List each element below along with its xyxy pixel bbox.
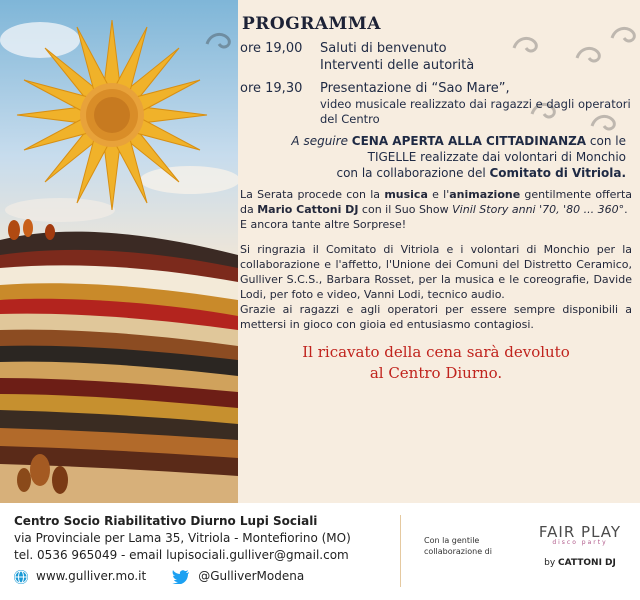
fair-play-wordmark: FAIR PLAY [538,523,622,541]
dinner-title: CENA APERTA ALLA CITTADINANZA [351,134,587,148]
collab-line-2: collaborazione di [424,547,492,556]
collab-line-1: Con la gentile [424,536,480,545]
program-detail: video musicale realizzato dai ragazzi e dagli operatori del Centro [320,97,631,126]
dinner-line-1 [240,133,626,149]
dinner-collab-text: con la collaborazione del [336,166,490,180]
closing-line-2: al Centro Diurno. [369,364,503,382]
center-contact: tel. 0536 965049 - email lupisociali.gulliver@gmail.com [14,548,349,562]
sun-landscape-artwork [0,0,238,503]
website-link[interactable]: www.gulliver.mo.it [36,569,147,583]
artwork-svg [0,0,238,503]
twitter-icon [172,570,190,584]
dinner-line-2: TIGELLE realizzate dai volontari di Monchio [367,150,626,164]
program-text [240,14,632,384]
program-item-1900 [240,40,632,74]
para-bold: Mario Cattoni DJ [257,203,359,216]
para-text: E ancora tante altre Sorprese! [240,218,407,231]
globe-icon [14,570,28,584]
program-line: Presentazione di “Sao Mare”, [320,81,510,96]
para-text: gentilmente offerta da [240,188,633,216]
gratitude-paragraph: Grazie ai ragazzi e agli operatori per essere sempre disponibili a mettersi in gioco con gioia ed entusiasmo contagiosi. [240,303,632,331]
closing-line-1: Il ricavato della cena sarà devoluto [302,343,570,361]
sponsor-by: by [544,558,556,568]
para-bold: musica [384,188,428,201]
seguire-prefix: A seguire [291,134,348,148]
center-name: Centro Socio Riabilitativo Diurno Lupi Sociali [14,514,318,528]
swirl-decoration-icon [205,30,235,52]
para-italic: Vinil Story anni '70, '80 ... 360° [452,203,625,216]
dinner-collab-org: Comitato di Vitriola. [489,166,626,180]
program-desc [320,40,632,74]
collaboration-note [424,535,514,557]
para-text: . [624,203,628,216]
center-address: via Provinciale per Lama 35, Vitriola - Montefiorino (MO) [14,531,351,545]
program-line: Saluti di benvenuto [320,41,447,56]
closing-message [240,342,632,384]
para-text: con il Suo Show [358,203,453,216]
para-text: La Serata procede con la [240,188,385,201]
social-links [14,568,394,585]
footer [0,503,640,600]
fair-play-logo [530,523,630,568]
thanks-paragraph: Si ringrazia il Comitato di Vitriola e i volontari di Monchio per la collaborazione e l'affetto, l'Unione dei Comuni del Distretto Ceramico, Gulliver S.C.S., Barbara Rosset, per la musica e le coreografie, Davide Lodi, per foto e video, Vanni Lodi, tecnico audio. [240,243,632,301]
evening-paragraph [240,187,632,232]
program-time: ore 19,00 [240,41,303,56]
footer-divider [400,515,401,587]
program-title: PROGRAMMA [242,14,381,34]
dinner-text: con le [586,134,626,148]
sponsor-name: CATTONI DJ [558,558,616,568]
program-item-1930 [240,80,632,127]
para-bold: animazione [449,188,521,201]
twitter-handle-link[interactable]: @GulliverModena [198,569,305,583]
para-text: e l' [427,188,450,201]
footer-contact [14,513,394,585]
program-desc [320,80,632,127]
sponsor-credit [530,558,630,568]
fair-play-tagline: disco party [552,539,608,546]
sun-icon [17,20,207,210]
program-time: ore 19,30 [240,81,303,96]
dinner-line-3 [240,165,626,181]
program-line: Interventi delle autorità [320,58,475,73]
dinner-announcement [240,133,632,181]
